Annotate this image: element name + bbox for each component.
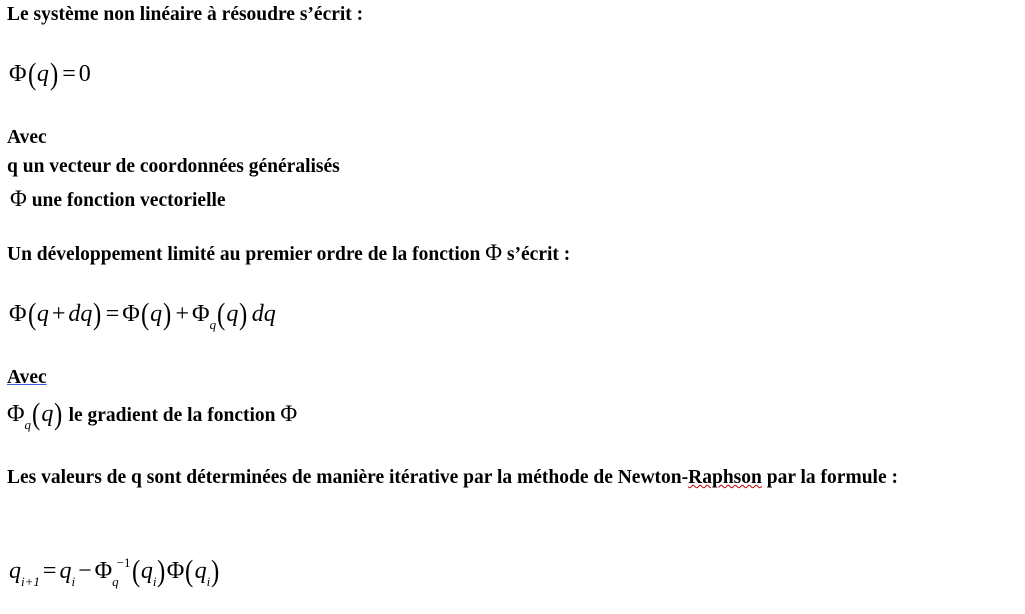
phi-symbol: Φ [9, 61, 27, 87]
var-q: q [41, 401, 54, 427]
avec-label [7, 368, 47, 388]
newton-text: Les valeurs de q sont déterminées de manière itérative par la méthode de Newton- [7, 467, 689, 488]
plus-sign: + [51, 301, 66, 327]
phi-symbol: Φ [9, 301, 27, 327]
definition-q: q un vecteur de coordonnées généralisés [7, 156, 340, 177]
taylor-intro-end: s’écrit : [502, 244, 571, 265]
var-q: q [226, 301, 239, 327]
phi-symbol: Φ [94, 558, 113, 584]
equation-system [9, 58, 91, 89]
equation-newton [9, 555, 221, 588]
phi-symbol: Φ [485, 240, 503, 265]
paren-close: ) [49, 56, 59, 91]
paren-close: ) [211, 553, 220, 588]
spelling-flag-raphson[interactable]: Raphson [688, 467, 762, 488]
subscript-q: q [209, 317, 217, 332]
phi-symbol: Φ [10, 186, 27, 211]
paren-close: ) [54, 396, 63, 431]
var-q: q [59, 558, 72, 584]
intro-text: Le système non linéaire à résoudre s’écrit : [7, 4, 364, 25]
var-q: q [150, 301, 163, 327]
paren-open: ( [27, 56, 36, 91]
definition-phi [7, 187, 226, 211]
paren-open: ( [140, 296, 150, 331]
gradient-expression [7, 396, 64, 432]
gradient-definition [7, 398, 297, 431]
gradient-text: le gradient de la fonction [63, 405, 281, 426]
paren-close: ) [163, 296, 172, 331]
paren-close: ) [93, 296, 102, 331]
minus-sign: − [78, 558, 92, 584]
equals-sign: = [42, 558, 57, 584]
subscript-i: i [152, 574, 157, 589]
equation-taylor [9, 298, 276, 331]
paren-open: ( [185, 553, 194, 588]
taylor-intro [7, 241, 570, 265]
paren-open: ( [217, 296, 226, 331]
phi-symbol: Φ [122, 301, 140, 327]
taylor-intro-text: Un développement limité au premier ordre de la fonction [7, 244, 486, 265]
definition-phi-text: une fonction vectorielle [26, 190, 226, 211]
paren-open: ( [27, 296, 36, 331]
superscript-inverse: −1 [116, 555, 131, 570]
var-dq: dq [68, 301, 93, 327]
var-q: q [140, 558, 153, 584]
paren-open: ( [32, 396, 41, 431]
phi-symbol: Φ [192, 301, 210, 327]
newton-text-end: par la formule : [761, 467, 898, 488]
var-q: q [194, 558, 207, 584]
avec-label: Avec [7, 127, 47, 148]
zero-value: 0 [78, 61, 91, 87]
subscript-i: i [71, 574, 76, 589]
var-q: q [36, 61, 49, 87]
plus-sign: + [175, 301, 190, 327]
equals-sign: = [105, 301, 120, 327]
phi-symbol: Φ [166, 558, 185, 584]
paren-open: ( [131, 553, 140, 588]
subscript-q: q [112, 574, 119, 589]
phi-symbol: Φ [280, 401, 298, 426]
phi-symbol: Φ [7, 401, 25, 427]
newton-paragraph [7, 463, 1007, 493]
equals-sign: = [62, 61, 76, 87]
subscript-i-plus-1: i+1 [21, 574, 40, 589]
paren-close: ) [157, 553, 166, 588]
var-q: q [36, 301, 49, 327]
subscript-q: q [24, 417, 32, 432]
paren-close: ) [239, 296, 248, 331]
var-q: q [9, 558, 21, 584]
subscript-i: i [206, 574, 211, 589]
avec-label-text: Avec [7, 367, 47, 388]
var-dq: dq [251, 301, 276, 327]
